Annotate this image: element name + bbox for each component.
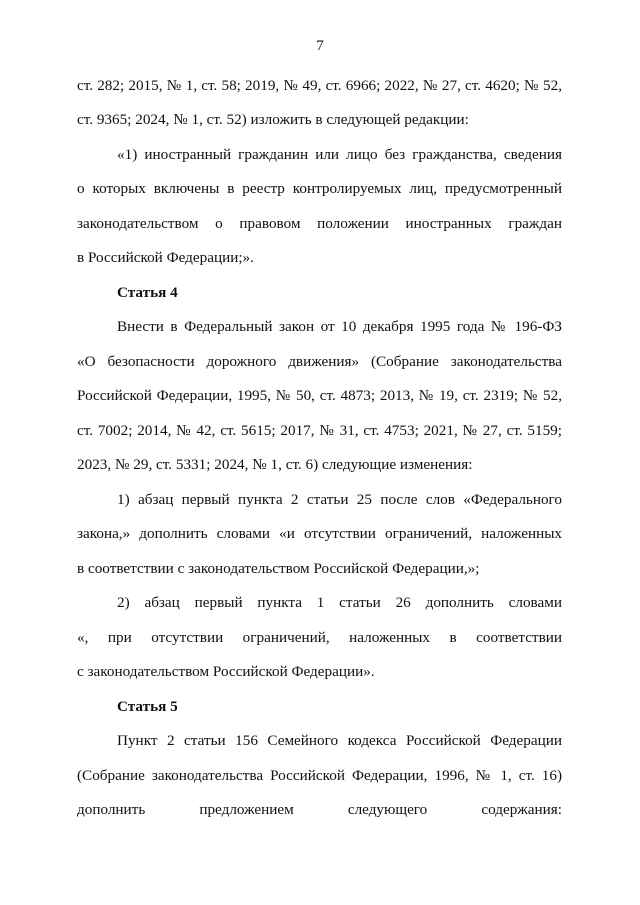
text-line: 2) абзац первый пункта 1 статьи 26 дополнить словами [117, 594, 562, 611]
text-line: законодательством о правовом положении иностранных граждан [77, 215, 562, 232]
text-line: с законодательством Российской Федерации». [77, 663, 375, 680]
text-line: закона,» дополнить словами «и отсутствии ограничений, наложенных [77, 525, 562, 542]
text-line: «1) иностранный гражданин или лицо без гражданства, сведения [117, 146, 562, 163]
text-line: «О безопасности дорожного движения» (Собрание законодательства [77, 353, 562, 370]
section-heading: Статья 4 [117, 284, 178, 301]
text-line: о которых включены в реестр контролируемых лиц, предусмотренный [77, 180, 562, 197]
text-line: дополнить предложением следующего содержания: [77, 801, 562, 818]
text-line: (Собрание законодательства Российской Федерации, 1996, № 1, ст. 16) [77, 767, 562, 784]
text-line: в соответствии с законодательством Российской Федерации,»; [77, 560, 480, 577]
text-line: Российской Федерации, 1995, № 50, ст. 4873; 2013, № 19, ст. 2319; № 52, [77, 387, 562, 404]
text-line: ст. 9365; 2024, № 1, ст. 52) изложить в следующей редакции: [77, 111, 469, 128]
text-line: ст. 7002; 2014, № 42, ст. 5615; 2017, № 31, ст. 4753; 2021, № 27, ст. 5159; [77, 422, 562, 439]
text-line: ст. 282; 2015, № 1, ст. 58; 2019, № 49, ст. 6966; 2022, № 27, ст. 4620; № 52, [77, 77, 562, 94]
section-heading: Статья 5 [117, 698, 178, 715]
text-line: 1) абзац первый пункта 2 статьи 25 после слов «Федерального [117, 491, 562, 508]
text-line: Внести в Федеральный закон от 10 декабря 1995 года № 196-ФЗ [117, 318, 562, 335]
text-line: Пункт 2 статьи 156 Семейного кодекса Российской Федерации [117, 732, 562, 749]
text-line: «, при отсутствии ограничений, наложенных в соответствии [77, 629, 562, 646]
page-number: 7 [316, 38, 324, 54]
text-line: в Российской Федерации;». [77, 249, 254, 266]
text-line: 2023, № 29, ст. 5331; 2024, № 1, ст. 6) следующие изменения: [77, 456, 473, 473]
